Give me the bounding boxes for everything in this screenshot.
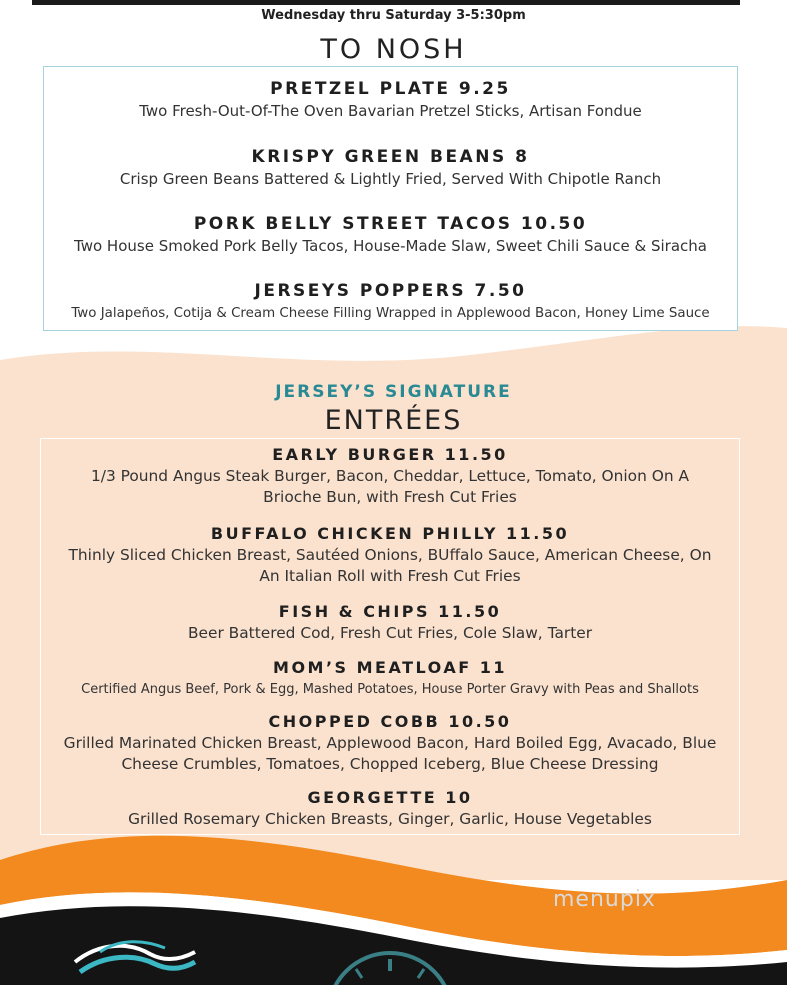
item-description: Grilled Rosemary Chicken Breasts, Ginger, Garlic, House Vegetables xyxy=(128,810,652,828)
item-description: Two Jalapeños, Cotija & Cream Cheese Filling Wrapped in Applewood Bacon, Honey Lime Sauce xyxy=(71,306,710,321)
item-name: JERSEYS POPPERS 7.50 xyxy=(254,281,527,301)
menu-item xyxy=(41,711,739,775)
menu-item xyxy=(44,145,737,190)
entrees-menu-box xyxy=(40,438,740,835)
menu-item xyxy=(41,444,739,508)
menu-item xyxy=(41,787,739,830)
item-description: Certified Angus Beef, Pork & Egg, Mashed Potatoes, House Porter Gravy with Peas and Shallots xyxy=(81,682,699,697)
menu-item xyxy=(44,212,737,257)
menupix-watermark: menupix xyxy=(553,887,656,912)
item-description: 1/3 Pound Angus Steak Burger, Bacon, Cheddar, Lettuce, Tomato, Onion On A xyxy=(90,467,690,485)
top-bar xyxy=(32,0,740,5)
menu-item xyxy=(41,523,739,587)
item-description: Grilled Marinated Chicken Breast, Applewood Bacon, Hard Boiled Egg, Avacado, Blue xyxy=(63,734,717,752)
wave-logo-icon xyxy=(70,932,200,977)
signature-label: JERSEY’S SIGNATURE xyxy=(275,382,512,402)
nosh-section-title: TO NOSH xyxy=(320,34,467,65)
item-name: CHOPPED COBB 10.50 xyxy=(268,712,512,731)
item-name: BUFFALO CHICKEN PHILLY 11.50 xyxy=(210,524,570,543)
item-name: MOM’S MEATLOAF 11 xyxy=(273,658,507,677)
item-name: FISH & CHIPS 11.50 xyxy=(278,602,502,621)
item-description: Two Fresh-Out-Of-The Oven Bavarian Pretzel Sticks, Artisan Fondue xyxy=(139,102,642,120)
item-name: EARLY BURGER 11.50 xyxy=(272,445,508,464)
item-name: KRISPY GREEN BEANS 8 xyxy=(251,147,530,167)
item-description: Crisp Green Beans Battered & Lightly Fried, Served With Chipotle Ranch xyxy=(119,170,662,188)
hours-text: Wednesday thru Saturday 3-5:30pm xyxy=(261,8,526,23)
item-name: GEORGETTE 10 xyxy=(307,788,473,807)
clock-icon xyxy=(320,945,460,985)
menu-item xyxy=(44,77,737,122)
item-description: Two House Smoked Pork Belly Tacos, House-Made Slaw, Sweet Chili Sauce & Siracha xyxy=(74,237,707,255)
entrees-title: ENTRÉES xyxy=(324,405,463,436)
item-description: Thinly Sliced Chicken Breast, Sautéed Onions, BUffalo Sauce, American Cheese, On xyxy=(68,546,712,564)
nosh-menu-box xyxy=(43,66,738,331)
item-name: PORK BELLY STREET TACOS 10.50 xyxy=(193,214,588,234)
item-description-line2: Cheese Crumbles, Tomatoes, Chopped Iceberg, Blue Cheese Dressing xyxy=(121,755,659,773)
menu-item xyxy=(44,279,737,324)
item-description-line2: Brioche Bun, with Fresh Cut Fries xyxy=(263,488,517,506)
menu-item xyxy=(41,601,739,644)
menu-item xyxy=(41,657,739,700)
item-description: Beer Battered Cod, Fresh Cut Fries, Cole Slaw, Tarter xyxy=(187,624,593,642)
item-description-line2: An Italian Roll with Fresh Cut Fries xyxy=(259,567,521,585)
item-name: PRETZEL PLATE 9.25 xyxy=(270,79,511,99)
